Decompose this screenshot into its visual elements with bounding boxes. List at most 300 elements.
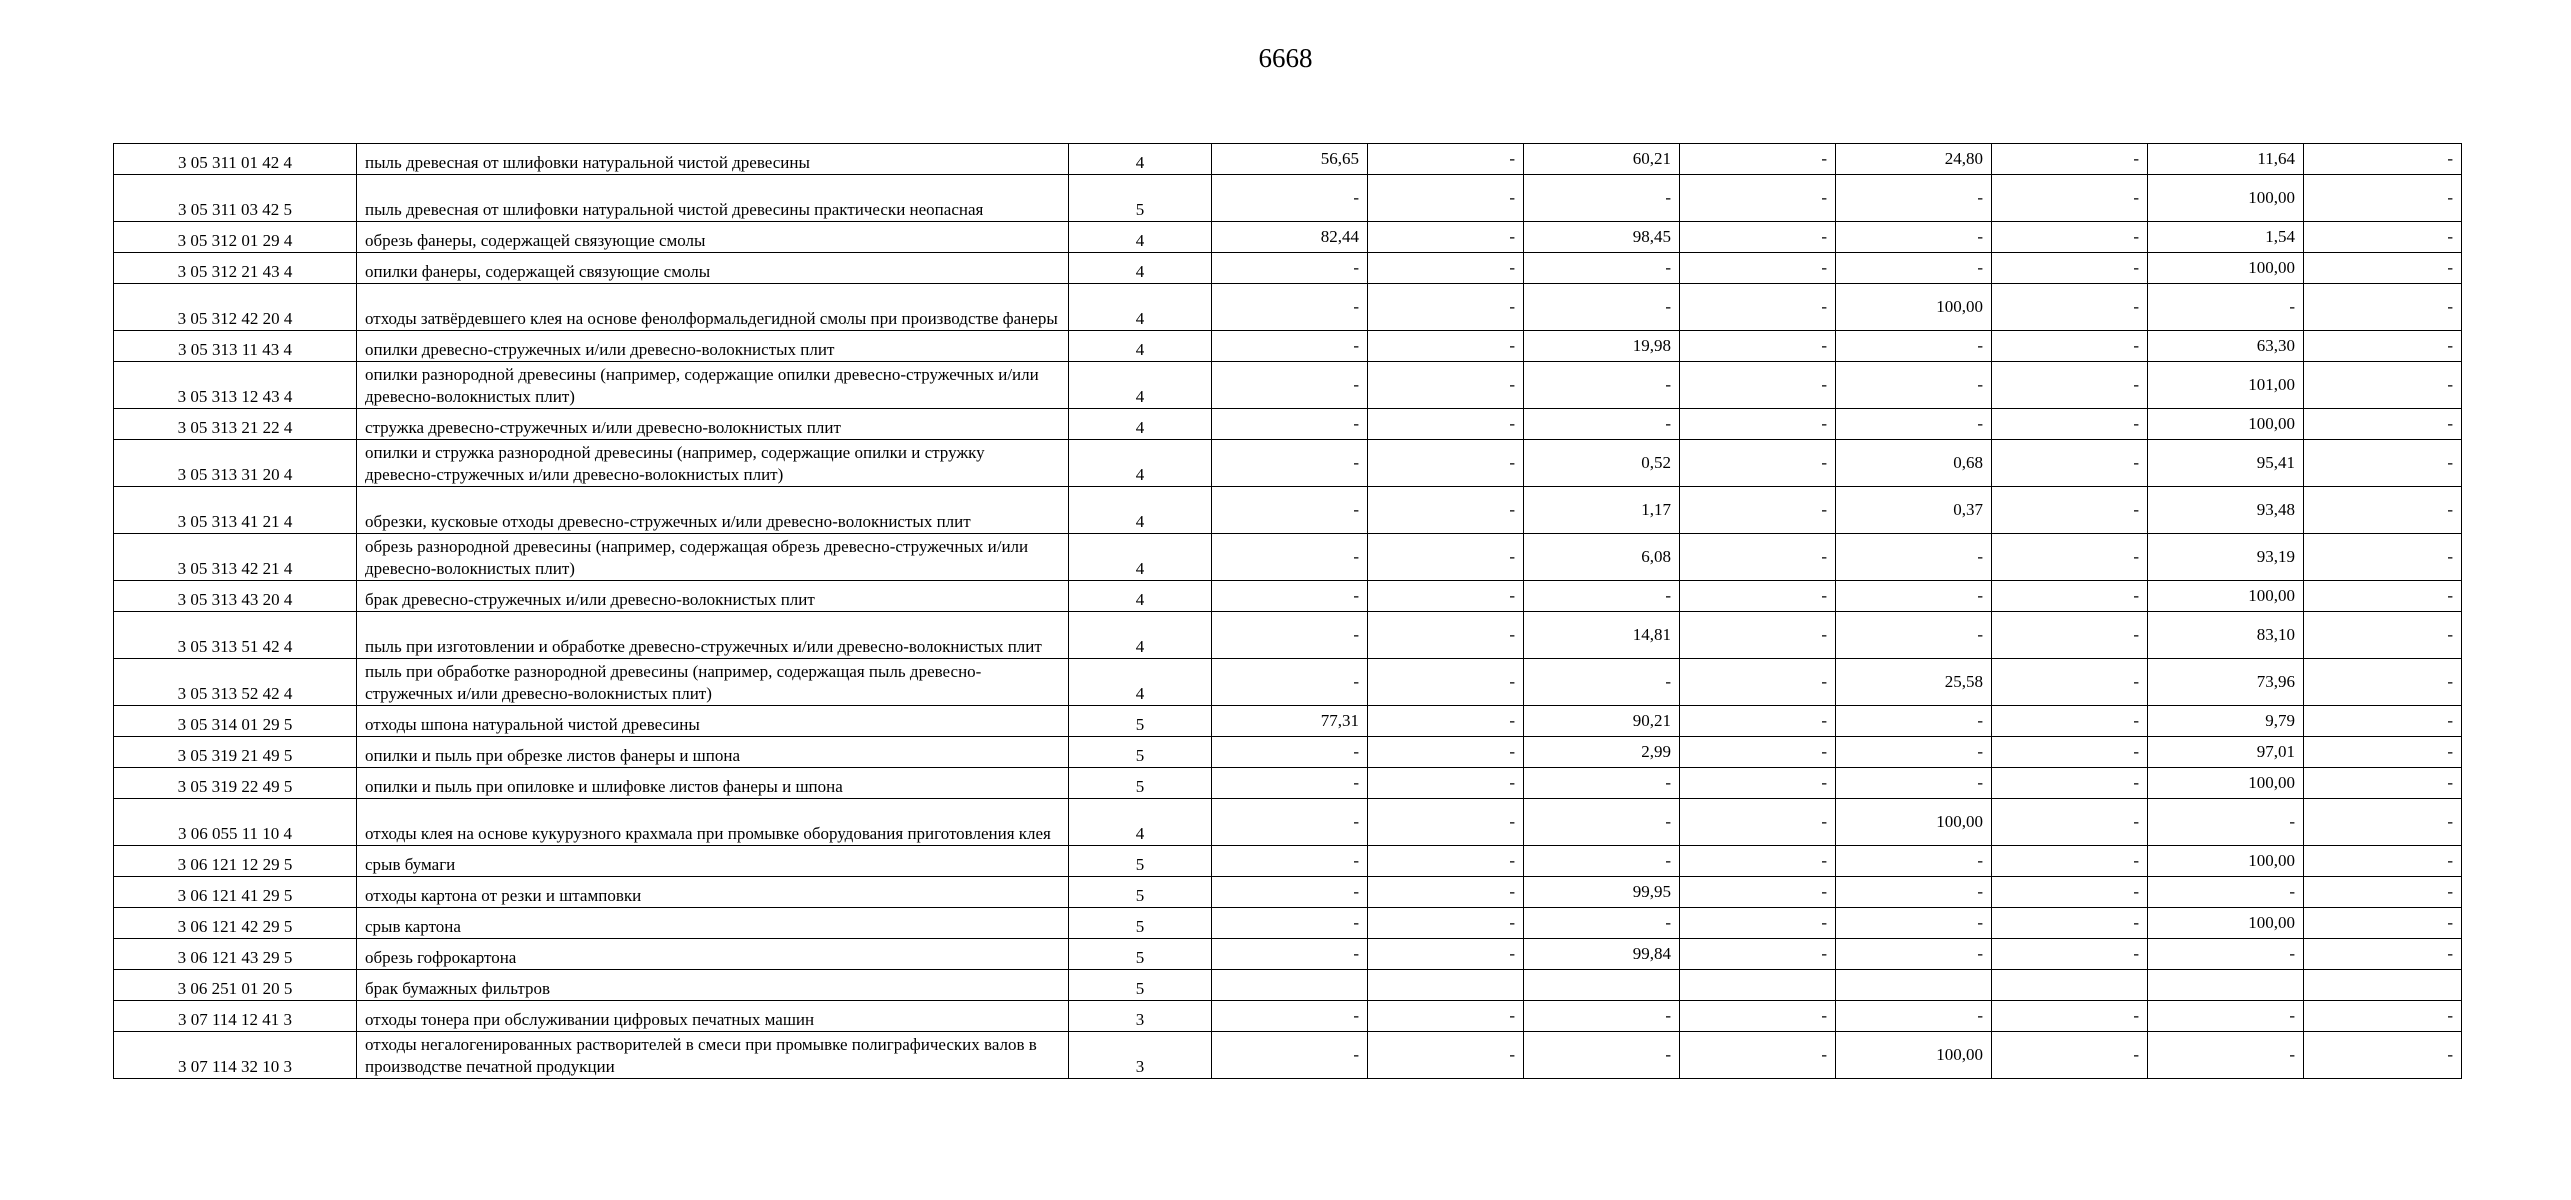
value-cell: - [1680,581,1836,612]
table-row [114,487,2462,534]
value-cell [2304,970,2462,1001]
value-cell [1368,970,1524,1001]
value-cell: - [2304,581,2462,612]
waste-code-cell: 3 05 314 01 29 5 [114,706,357,737]
table-row [114,144,2462,175]
value-cell: - [1680,284,1836,331]
value-cell: - [2304,409,2462,440]
value-cell: - [1836,362,1992,409]
waste-name-cell: отходы шпона натуральной чистой древесины [357,706,1069,737]
value-cell: - [2304,284,2462,331]
hazard-class-cell: 4 [1069,362,1212,409]
value-cell: - [1992,737,2148,768]
value-cell: - [2304,144,2462,175]
value-cell: 25,58 [1836,659,1992,706]
hazard-class-cell: 4 [1069,409,1212,440]
table-body [114,144,2462,1079]
waste-code-cell: 3 05 319 22 49 5 [114,768,357,799]
waste-code-cell: 3 06 121 12 29 5 [114,846,357,877]
value-cell: - [1836,581,1992,612]
value-cell: - [1368,939,1524,970]
value-cell: 101,00 [2148,362,2304,409]
hazard-class-cell: 4 [1069,581,1212,612]
hazard-class-cell: 4 [1069,440,1212,487]
value-cell: - [1680,487,1836,534]
waste-name-cell: опилки фанеры, содержащей связующие смолы [357,253,1069,284]
value-cell: - [1992,409,2148,440]
value-cell [1524,970,1680,1001]
value-cell: - [1836,877,1992,908]
value-cell: 19,98 [1524,331,1680,362]
value-cell: 6,08 [1524,534,1680,581]
table-row [114,440,2462,487]
value-cell: - [2304,440,2462,487]
hazard-class-cell: 5 [1069,706,1212,737]
value-cell: - [1680,175,1836,222]
hazard-class-cell: 5 [1069,877,1212,908]
hazard-class-cell: 3 [1069,1032,1212,1079]
table-row [114,534,2462,581]
table-row [114,253,2462,284]
value-cell: 99,84 [1524,939,1680,970]
waste-name-cell: опилки разнородной древесины (например, содержащие опилки древесно-стружечных и/или древесно-волокнистых плит) [357,362,1069,409]
waste-composition-table [113,143,2462,1079]
value-cell: - [1368,581,1524,612]
table-row [114,1001,2462,1032]
hazard-class-cell: 4 [1069,612,1212,659]
value-cell: - [1836,737,1992,768]
value-cell: 56,65 [1212,144,1368,175]
value-cell: - [1992,939,2148,970]
value-cell: - [1680,144,1836,175]
waste-name-cell: брак древесно-стружечных и/или древесно-волокнистых плит [357,581,1069,612]
hazard-class-cell: 4 [1069,659,1212,706]
hazard-class-cell: 4 [1069,253,1212,284]
table-row [114,939,2462,970]
waste-code-cell: 3 07 114 12 41 3 [114,1001,357,1032]
value-cell: - [1524,1032,1680,1079]
value-cell: - [1368,534,1524,581]
hazard-class-cell: 5 [1069,737,1212,768]
value-cell: - [2304,659,2462,706]
value-cell: - [1836,253,1992,284]
value-cell: 93,19 [2148,534,2304,581]
waste-name-cell: отходы негалогенированных растворителей в смеси при промывке полиграфических валов в производстве печатной продукции [357,1032,1069,1079]
waste-name-cell: срыв бумаги [357,846,1069,877]
waste-code-cell: 3 05 313 12 43 4 [114,362,357,409]
value-cell: - [1212,908,1368,939]
value-cell: - [1524,799,1680,846]
value-cell: - [1212,612,1368,659]
hazard-class-cell: 5 [1069,846,1212,877]
value-cell: 95,41 [2148,440,2304,487]
value-cell: - [1212,1032,1368,1079]
value-cell: - [1680,877,1836,908]
value-cell: - [1992,284,2148,331]
value-cell: 100,00 [2148,846,2304,877]
value-cell: - [1992,144,2148,175]
value-cell: - [1368,175,1524,222]
waste-name-cell: срыв картона [357,908,1069,939]
hazard-class-cell: 4 [1069,487,1212,534]
value-cell: - [1524,908,1680,939]
value-cell: 100,00 [2148,581,2304,612]
value-cell: - [1836,1001,1992,1032]
value-cell: - [1680,1001,1836,1032]
value-cell: - [2304,253,2462,284]
value-cell: 100,00 [2148,253,2304,284]
value-cell: - [2148,1032,2304,1079]
waste-code-cell: 3 05 313 51 42 4 [114,612,357,659]
value-cell: - [1680,612,1836,659]
hazard-class-cell: 5 [1069,970,1212,1001]
value-cell: - [1992,877,2148,908]
value-cell: - [2304,737,2462,768]
value-cell: 1,54 [2148,222,2304,253]
value-cell: - [1524,659,1680,706]
waste-code-cell: 3 07 114 32 10 3 [114,1032,357,1079]
hazard-class-cell: 4 [1069,144,1212,175]
waste-name-cell: отходы картона от резки и штамповки [357,877,1069,908]
waste-name-cell: обрезь фанеры, содержащей связующие смолы [357,222,1069,253]
table-row [114,846,2462,877]
value-cell: - [1992,799,2148,846]
value-cell: - [1212,362,1368,409]
value-cell: - [1836,939,1992,970]
value-cell: 90,21 [1524,706,1680,737]
value-cell: - [1212,877,1368,908]
value-cell: - [1212,253,1368,284]
value-cell: - [1680,1032,1836,1079]
value-cell: - [2304,612,2462,659]
value-cell: - [1836,175,1992,222]
value-cell: - [1680,799,1836,846]
value-cell: - [2304,487,2462,534]
hazard-class-cell: 4 [1069,284,1212,331]
table-row [114,659,2462,706]
value-cell: - [1368,144,1524,175]
value-cell [2148,970,2304,1001]
waste-name-cell: опилки древесно-стружечных и/или древесно-волокнистых плит [357,331,1069,362]
value-cell: - [1836,409,1992,440]
value-cell: - [1368,253,1524,284]
value-cell: - [1680,409,1836,440]
value-cell: - [1212,175,1368,222]
table-row [114,737,2462,768]
table-row [114,331,2462,362]
table-row [114,908,2462,939]
waste-code-cell: 3 05 312 42 20 4 [114,284,357,331]
value-cell: - [1836,534,1992,581]
value-cell: - [1368,908,1524,939]
value-cell: - [1368,612,1524,659]
waste-code-cell: 3 05 313 43 20 4 [114,581,357,612]
value-cell: - [1992,1001,2148,1032]
value-cell: - [1680,331,1836,362]
waste-code-cell: 3 05 319 21 49 5 [114,737,357,768]
waste-name-cell: пыль древесная от шлифовки натуральной чистой древесины практически неопасная [357,175,1069,222]
waste-code-cell: 3 05 313 52 42 4 [114,659,357,706]
value-cell: - [1212,768,1368,799]
table-row [114,284,2462,331]
value-cell: - [1524,175,1680,222]
value-cell: - [1836,768,1992,799]
value-cell: - [1368,737,1524,768]
value-cell: - [1368,1032,1524,1079]
value-cell: - [1212,799,1368,846]
value-cell: - [1992,768,2148,799]
value-cell: - [1368,768,1524,799]
value-cell: 73,96 [2148,659,2304,706]
value-cell: 100,00 [1836,284,1992,331]
value-cell: 1,17 [1524,487,1680,534]
value-cell: - [1524,253,1680,284]
value-cell: - [1212,581,1368,612]
value-cell: - [1992,908,2148,939]
value-cell: - [1836,331,1992,362]
value-cell: - [2304,362,2462,409]
value-cell: 0,37 [1836,487,1992,534]
table-row [114,799,2462,846]
value-cell: - [1368,659,1524,706]
value-cell: - [1524,846,1680,877]
value-cell: 9,79 [2148,706,2304,737]
value-cell: - [2148,877,2304,908]
value-cell: - [2304,222,2462,253]
value-cell: - [2304,877,2462,908]
value-cell: - [1992,1032,2148,1079]
waste-code-cell: 3 06 121 43 29 5 [114,939,357,970]
waste-code-cell: 3 06 121 42 29 5 [114,908,357,939]
value-cell: - [1368,877,1524,908]
value-cell: - [2148,284,2304,331]
table-row [114,1032,2462,1079]
waste-name-cell: отходы тонера при обслуживании цифровых печатных машин [357,1001,1069,1032]
value-cell: - [1680,706,1836,737]
table-row [114,409,2462,440]
value-cell: - [1368,487,1524,534]
value-cell: - [2304,908,2462,939]
value-cell: - [2304,175,2462,222]
value-cell: - [1212,534,1368,581]
hazard-class-cell: 5 [1069,908,1212,939]
value-cell: - [1836,612,1992,659]
value-cell: - [1992,612,2148,659]
waste-name-cell: опилки и пыль при обрезке листов фанеры и шпона [357,737,1069,768]
value-cell: - [1680,362,1836,409]
value-cell: 77,31 [1212,706,1368,737]
hazard-class-cell: 3 [1069,1001,1212,1032]
value-cell: - [1680,768,1836,799]
table-row [114,581,2462,612]
table-row [114,222,2462,253]
table-row [114,877,2462,908]
waste-code-cell: 3 06 121 41 29 5 [114,877,357,908]
value-cell: - [1368,409,1524,440]
waste-code-cell: 3 06 055 11 10 4 [114,799,357,846]
value-cell: - [1992,846,2148,877]
value-cell: - [1212,659,1368,706]
value-cell: 0,68 [1836,440,1992,487]
value-cell: - [1680,846,1836,877]
value-cell: - [1992,331,2148,362]
value-cell: 14,81 [1524,612,1680,659]
value-cell: - [1680,440,1836,487]
value-cell [1212,970,1368,1001]
waste-name-cell: пыль при изготовлении и обработке древесно-стружечных и/или древесно-волокнистых плит [357,612,1069,659]
value-cell: - [1992,706,2148,737]
value-cell: - [1368,440,1524,487]
waste-name-cell: стружка древесно-стружечных и/или древесно-волокнистых плит [357,409,1069,440]
value-cell: 82,44 [1212,222,1368,253]
value-cell: - [1212,409,1368,440]
table-row [114,362,2462,409]
value-cell: - [1992,581,2148,612]
waste-name-cell: пыль древесная от шлифовки натуральной чистой древесины [357,144,1069,175]
value-cell: - [1680,222,1836,253]
table-row [114,706,2462,737]
waste-code-cell: 3 05 313 41 21 4 [114,487,357,534]
value-cell: - [1212,487,1368,534]
hazard-class-cell: 4 [1069,222,1212,253]
waste-name-cell: пыль при обработке разнородной древесины (например, содержащая пыль древесно-стружечных и/или древесно-волокнистых плит) [357,659,1069,706]
value-cell: - [1836,222,1992,253]
value-cell: - [1680,908,1836,939]
value-cell: - [1992,362,2148,409]
value-cell: - [1680,939,1836,970]
value-cell: 24,80 [1836,144,1992,175]
waste-name-cell: опилки и стружка разнородной древесины (например, содержащие опилки и стружку древесно-стружечных и/или древесно-волокнистых плит) [357,440,1069,487]
value-cell: - [1992,659,2148,706]
value-cell: - [1212,1001,1368,1032]
value-cell: 100,00 [2148,908,2304,939]
waste-code-cell: 3 05 312 21 43 4 [114,253,357,284]
waste-name-cell: обрезь разнородной древесины (например, содержащая обрезь древесно-стружечных и/или древесно-волокнистых плит) [357,534,1069,581]
waste-code-cell: 3 06 251 01 20 5 [114,970,357,1001]
hazard-class-cell: 5 [1069,175,1212,222]
value-cell: - [2304,331,2462,362]
value-cell: - [1368,284,1524,331]
hazard-class-cell: 4 [1069,799,1212,846]
waste-name-cell: отходы затвёрдевшего клея на основе фенолформальдегидной смолы при производстве фанеры [357,284,1069,331]
value-cell: - [1368,799,1524,846]
value-cell: - [2304,768,2462,799]
value-cell: - [1212,939,1368,970]
waste-code-cell: 3 05 311 01 42 4 [114,144,357,175]
value-cell: - [1524,581,1680,612]
waste-code-cell: 3 05 311 03 42 5 [114,175,357,222]
value-cell: - [2304,1001,2462,1032]
value-cell [1836,970,1992,1001]
value-cell: 100,00 [2148,768,2304,799]
value-cell: - [1524,284,1680,331]
hazard-class-cell: 5 [1069,939,1212,970]
value-cell: - [1836,908,1992,939]
waste-code-cell: 3 05 312 01 29 4 [114,222,357,253]
value-cell: - [1368,706,1524,737]
table-row [114,612,2462,659]
value-cell [1992,970,2148,1001]
value-cell: 100,00 [2148,175,2304,222]
waste-name-cell: обрезь гофрокартона [357,939,1069,970]
value-cell: 93,48 [2148,487,2304,534]
value-cell: - [1992,222,2148,253]
value-cell: 100,00 [1836,799,1992,846]
value-cell: 60,21 [1524,144,1680,175]
value-cell: - [1524,409,1680,440]
value-cell: - [1992,253,2148,284]
value-cell: - [1368,362,1524,409]
table-row [114,175,2462,222]
value-cell: - [1524,768,1680,799]
value-cell: - [1212,284,1368,331]
value-cell: - [1524,1001,1680,1032]
waste-name-cell: опилки и пыль при опиловке и шлифовке листов фанеры и шпона [357,768,1069,799]
value-cell: 100,00 [1836,1032,1992,1079]
hazard-class-cell: 4 [1069,534,1212,581]
value-cell: - [2304,534,2462,581]
hazard-class-cell: 4 [1069,331,1212,362]
value-cell: 98,45 [1524,222,1680,253]
value-cell: - [2148,939,2304,970]
value-cell: - [1680,659,1836,706]
value-cell: - [1368,222,1524,253]
waste-name-cell: отходы клея на основе кукурузного крахмала при промывке оборудования приготовления клея [357,799,1069,846]
value-cell: - [1212,440,1368,487]
value-cell: - [1212,737,1368,768]
value-cell: - [1992,440,2148,487]
table-row [114,970,2462,1001]
value-cell: - [2304,939,2462,970]
waste-name-cell: обрезки, кусковые отходы древесно-стружечных и/или древесно-волокнистых плит [357,487,1069,534]
waste-code-cell: 3 05 313 11 43 4 [114,331,357,362]
waste-code-cell: 3 05 313 42 21 4 [114,534,357,581]
value-cell: 100,00 [2148,409,2304,440]
value-cell: 99,95 [1524,877,1680,908]
value-cell: - [1368,846,1524,877]
value-cell: - [1368,331,1524,362]
value-cell: 63,30 [2148,331,2304,362]
value-cell: - [1680,253,1836,284]
value-cell: - [1992,175,2148,222]
value-cell: - [1836,846,1992,877]
value-cell: - [1992,534,2148,581]
value-cell: - [2304,1032,2462,1079]
value-cell: - [1368,1001,1524,1032]
waste-code-cell: 3 05 313 31 20 4 [114,440,357,487]
value-cell: - [1992,487,2148,534]
value-cell: - [1680,534,1836,581]
value-cell: - [2304,846,2462,877]
value-cell: - [2148,1001,2304,1032]
page-number: 6668 [1258,43,1313,73]
value-cell: 11,64 [2148,144,2304,175]
value-cell: - [1836,706,1992,737]
value-cell: - [1524,362,1680,409]
value-cell: - [2304,706,2462,737]
value-cell: - [2148,799,2304,846]
value-cell: - [1212,846,1368,877]
value-cell: - [2304,799,2462,846]
waste-code-cell: 3 05 313 21 22 4 [114,409,357,440]
value-cell: - [1212,331,1368,362]
value-cell: 97,01 [2148,737,2304,768]
value-cell: 83,10 [2148,612,2304,659]
value-cell [1680,970,1836,1001]
hazard-class-cell: 5 [1069,768,1212,799]
value-cell: 0,52 [1524,440,1680,487]
waste-name-cell: брак бумажных фильтров [357,970,1069,1001]
